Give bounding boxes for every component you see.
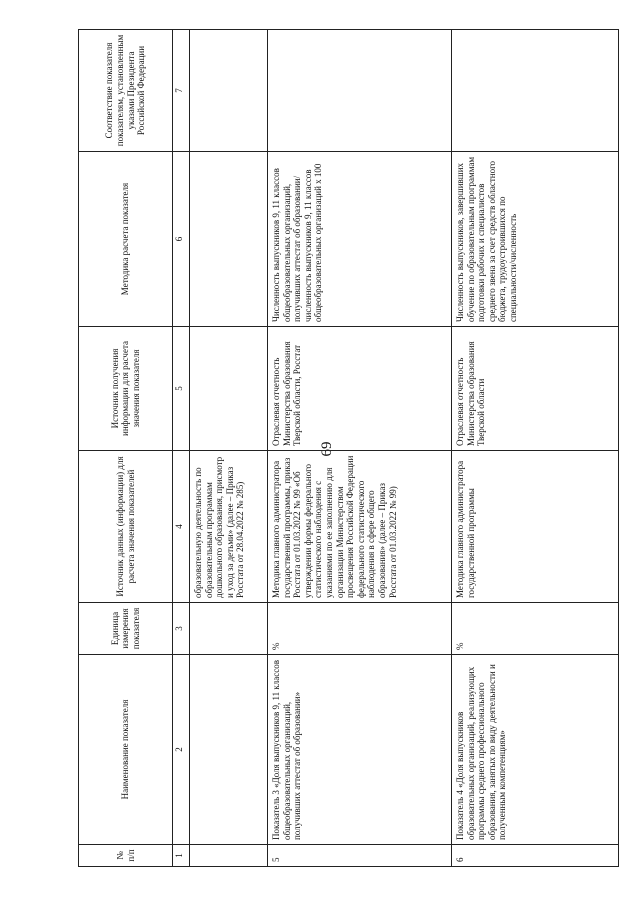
header-method: Методика расчета показателя bbox=[79, 152, 173, 327]
header-num: № п/п bbox=[79, 845, 173, 867]
indicators-table bbox=[78, 29, 619, 867]
header-match: Соответствие показателя показателям, установленным указами Президента Российской Федерации bbox=[79, 30, 173, 152]
row-method bbox=[190, 152, 268, 327]
row-source-info bbox=[190, 327, 268, 451]
row-num: 5 bbox=[268, 845, 452, 867]
row-name: Показатель 4 «Доля выпускников образовательных организаций, реализующих программы среднего профессионального образования, занятых по виду деятельности и полученным компетенциям» bbox=[452, 655, 619, 845]
row-source-info: Отраслевая отчетность Министерства образования Тверской области, Росстат bbox=[268, 327, 452, 451]
table-row bbox=[268, 30, 452, 867]
row-unit: % bbox=[452, 603, 619, 655]
col-index: 5 bbox=[173, 327, 190, 451]
row-num: 6 bbox=[452, 845, 619, 867]
row-source-data: Методика главного администратора государственной программы bbox=[452, 451, 619, 603]
table-container bbox=[78, 30, 619, 867]
row-unit bbox=[190, 603, 268, 655]
table-row bbox=[452, 30, 619, 867]
col-index: 2 bbox=[173, 655, 190, 845]
col-index: 6 bbox=[173, 152, 190, 327]
rotated-table bbox=[78, 30, 619, 867]
row-source-data: образовательную деятельность по образовательным программам дошкольного образования, присмотр и уход за детьми» (далее – Приказ Росстата от 28.04.2022 № 285) bbox=[190, 451, 268, 603]
row-num bbox=[190, 845, 268, 867]
row-match bbox=[190, 30, 268, 152]
row-match bbox=[452, 30, 619, 152]
header-row bbox=[79, 30, 173, 867]
row-source-info: Отраслевая отчетность Министерства образования Тверской области bbox=[452, 327, 619, 451]
col-index: 7 bbox=[173, 30, 190, 152]
col-index: 3 bbox=[173, 603, 190, 655]
row-unit: % bbox=[268, 603, 452, 655]
header-source-info: Источник получения информации для расчета значения показателя bbox=[79, 327, 173, 451]
header-unit: Единица измерения показателя bbox=[79, 603, 173, 655]
col-index: 4 bbox=[173, 451, 190, 603]
header-source-data: Источник данных (информации) для расчета значения показателей bbox=[79, 451, 173, 603]
row-method: Численность выпускников, завершивших обучение по образовательным программам подготовки рабочих и специалистов среднего звена за счет средств областного бюджета, трудоустроившихся по специальности/численность bbox=[452, 152, 619, 327]
row-method: Численность выпускников 9, 11 классов общеобразовательных организаций, получивших аттестат об образовании/численность выпускников 9, 11 классов общеобразовательных организаций х 100 bbox=[268, 152, 452, 327]
row-name: Показатель 3 «Доля выпускников 9, 11 классов общеобразовательных организаций, получивших аттестат об образовании» bbox=[268, 655, 452, 845]
column-index-row bbox=[173, 30, 190, 867]
page-number: 69 bbox=[319, 441, 335, 457]
row-source-data: Методика главного администратора государственной программы, приказ Росстата от 01.03.2022 № 99 «Об утверждении формы федерального статистического наблюдения с указаниями по ее заполнению для организации Министерством просвещения Российской Федерации федерального статистического наблюдения в сфере общего образования» (далее – Приказ Росстата от 01.03.2022 № 99) bbox=[268, 451, 452, 603]
row-name bbox=[190, 655, 268, 845]
row-match bbox=[268, 30, 452, 152]
header-name: Наименование показателя bbox=[79, 655, 173, 845]
table-row bbox=[190, 30, 268, 867]
col-index: 1 bbox=[173, 845, 190, 867]
